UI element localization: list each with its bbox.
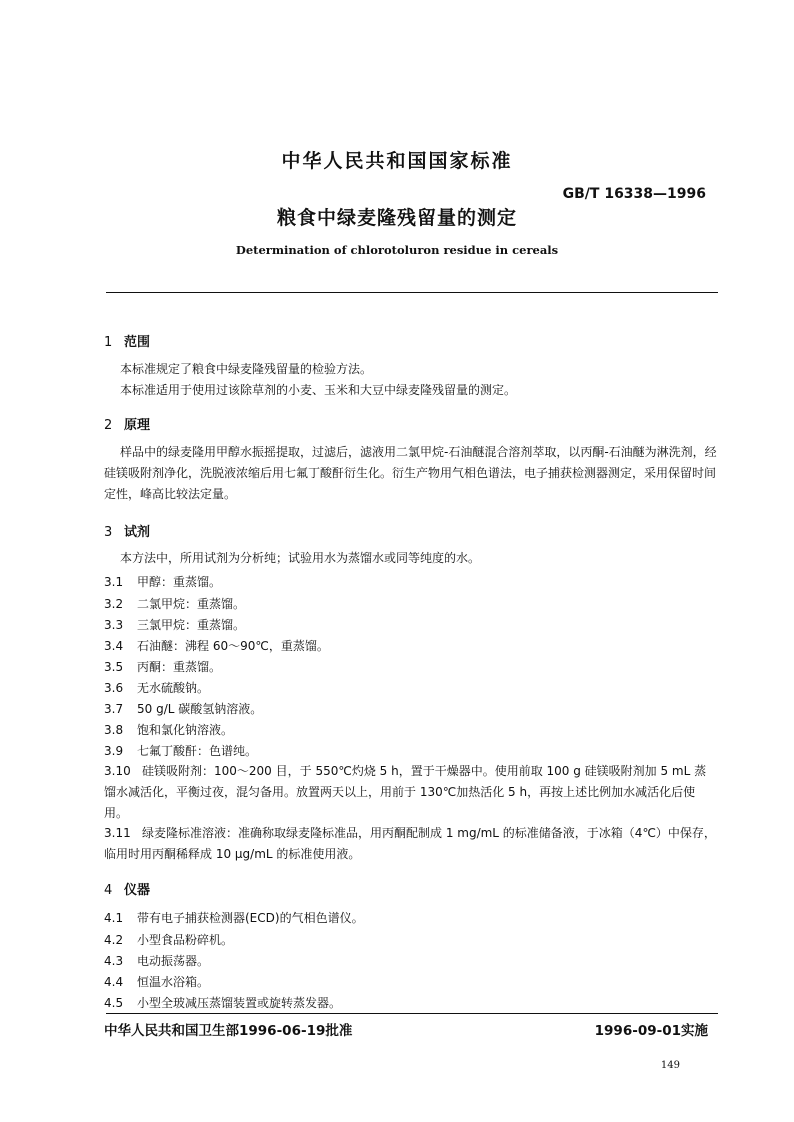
item-number: 3.5	[104, 660, 124, 674]
item-text: 三氯甲烷：重蒸馏。	[137, 618, 246, 632]
header-divider	[106, 292, 718, 293]
item-text: 七氟丁酸酐：色谱纯。	[137, 744, 258, 758]
item-text: 石油醚：沸程 60～90℃，重蒸馏。	[137, 639, 329, 653]
item-text: 硅镁吸附剂：100～200 目，于 550℃灼烧 5 h，置于干燥器中。使用前取 100 g 硅镁吸附剂加 5 mL 蒸馏水减活化，平衡过夜，混匀备用。放置两天以上，用前于 130℃加热活化 5 h，再按上述比例加水减活化后使用。	[104, 764, 707, 820]
footer-divider	[106, 1013, 718, 1014]
reagents-intro: 本方法中，所用试剂为分析纯；试验用水为蒸馏水或同等纯度的水。	[120, 551, 481, 565]
section-heading-principle	[104, 414, 150, 433]
item-text: 电动振荡器。	[137, 954, 210, 968]
approval-date: 中华人民共和国卫生部1996-06-19批准	[104, 1023, 353, 1039]
item-number: 4.3	[104, 954, 124, 968]
item-number: 3.6	[104, 681, 124, 695]
list-item	[104, 973, 209, 990]
item-text: 小型全玻减压蒸馏装置或旋转蒸发器。	[137, 996, 342, 1010]
item-text: 小型食品粉碎机。	[137, 933, 234, 947]
section-heading-scope	[104, 331, 150, 350]
item-number: 4.4	[104, 975, 124, 989]
standard-title: 中华人民共和国国家标准	[281, 150, 513, 172]
item-text: 绿麦隆标准溶液：准确称取绿麦隆标准品，用丙酮配制成 1 mg/mL 的标准储备液，于冰箱（4℃）中保存，临用时用丙酮稀释成 10 μg/mL 的标准使用液。	[104, 826, 716, 861]
list-item	[104, 595, 245, 612]
item-text: 无水硫酸钠。	[137, 681, 210, 695]
list-item	[104, 700, 262, 717]
item-number: 3.2	[104, 597, 124, 611]
section-number: 2	[104, 418, 113, 433]
item-number: 3.7	[104, 702, 124, 716]
item-number: 3.1	[104, 575, 124, 589]
list-item	[104, 742, 257, 759]
list-item	[104, 616, 245, 633]
section-title: 范围	[124, 335, 151, 350]
scope-paragraph-1: 本标准规定了粮食中绿麦隆残留量的检验方法。	[120, 362, 373, 376]
item-text: 带有电子捕获检测器(ECD)的气相色谱仪。	[137, 911, 364, 925]
list-item	[104, 909, 364, 926]
item-text: 二氯甲烷：重蒸馏。	[137, 597, 246, 611]
section-title: 仪器	[124, 883, 151, 898]
item-text: 50 g/L 碳酸氢钠溶液。	[137, 702, 263, 716]
list-item	[104, 573, 221, 590]
section-title: 原理	[124, 418, 151, 433]
item-number: 3.3	[104, 618, 124, 632]
list-item	[104, 931, 233, 948]
item-number: 4.2	[104, 933, 124, 947]
item-text: 甲醇：重蒸馏。	[137, 575, 222, 589]
section-title: 试剂	[124, 525, 151, 540]
list-item	[104, 658, 221, 675]
item-text: 恒温水浴箱。	[137, 975, 210, 989]
standard-code: GB/T 16338—1996	[562, 186, 706, 202]
item-number: 4.1	[104, 911, 124, 925]
item-number: 3.10	[104, 764, 131, 778]
list-item	[104, 952, 209, 969]
scope-paragraph-2: 本标准适用于使用过该除草剂的小麦、玉米和大豆中绿麦隆残留量的测定。	[120, 383, 517, 397]
effective-date: 1996-09-01实施	[594, 1023, 708, 1039]
section-heading-apparatus	[104, 879, 150, 898]
page-number: 149	[660, 1060, 680, 1071]
item-text: 饱和氯化钠溶液。	[137, 723, 234, 737]
section-number: 4	[104, 883, 113, 898]
item-number: 3.8	[104, 723, 124, 737]
list-item	[104, 679, 209, 696]
document-title-en: Determination of chlorotoluron residue in cereals	[235, 243, 559, 257]
item-number: 4.5	[104, 996, 124, 1010]
section-number: 3	[104, 525, 113, 540]
item-number: 3.11	[104, 826, 131, 840]
item-number: 3.4	[104, 639, 124, 653]
item-text: 丙酮：重蒸馏。	[137, 660, 222, 674]
section-heading-reagents	[104, 521, 150, 540]
document-title-cn: 粮食中绿麦隆残留量的测定	[276, 207, 517, 229]
item-number: 3.9	[104, 744, 124, 758]
principle-paragraph: 样品中的绿麦隆用甲醇水振摇提取，过滤后，滤液用二氯甲烷-石油醚混合溶剂萃取，以丙酮-石油醚为淋洗剂，经硅镁吸附剂净化，洗脱液浓缩后用七氟丁酸酐衍生化。衍生产物用气相色谱法，电子捕获检测器测定，采用保留时间定性，峰高比较法定量。	[104, 445, 717, 501]
section-number: 1	[104, 335, 113, 350]
list-item	[104, 823, 718, 865]
list-item	[104, 761, 718, 824]
list-item	[104, 637, 329, 654]
list-item	[104, 994, 341, 1011]
list-item	[104, 721, 233, 738]
